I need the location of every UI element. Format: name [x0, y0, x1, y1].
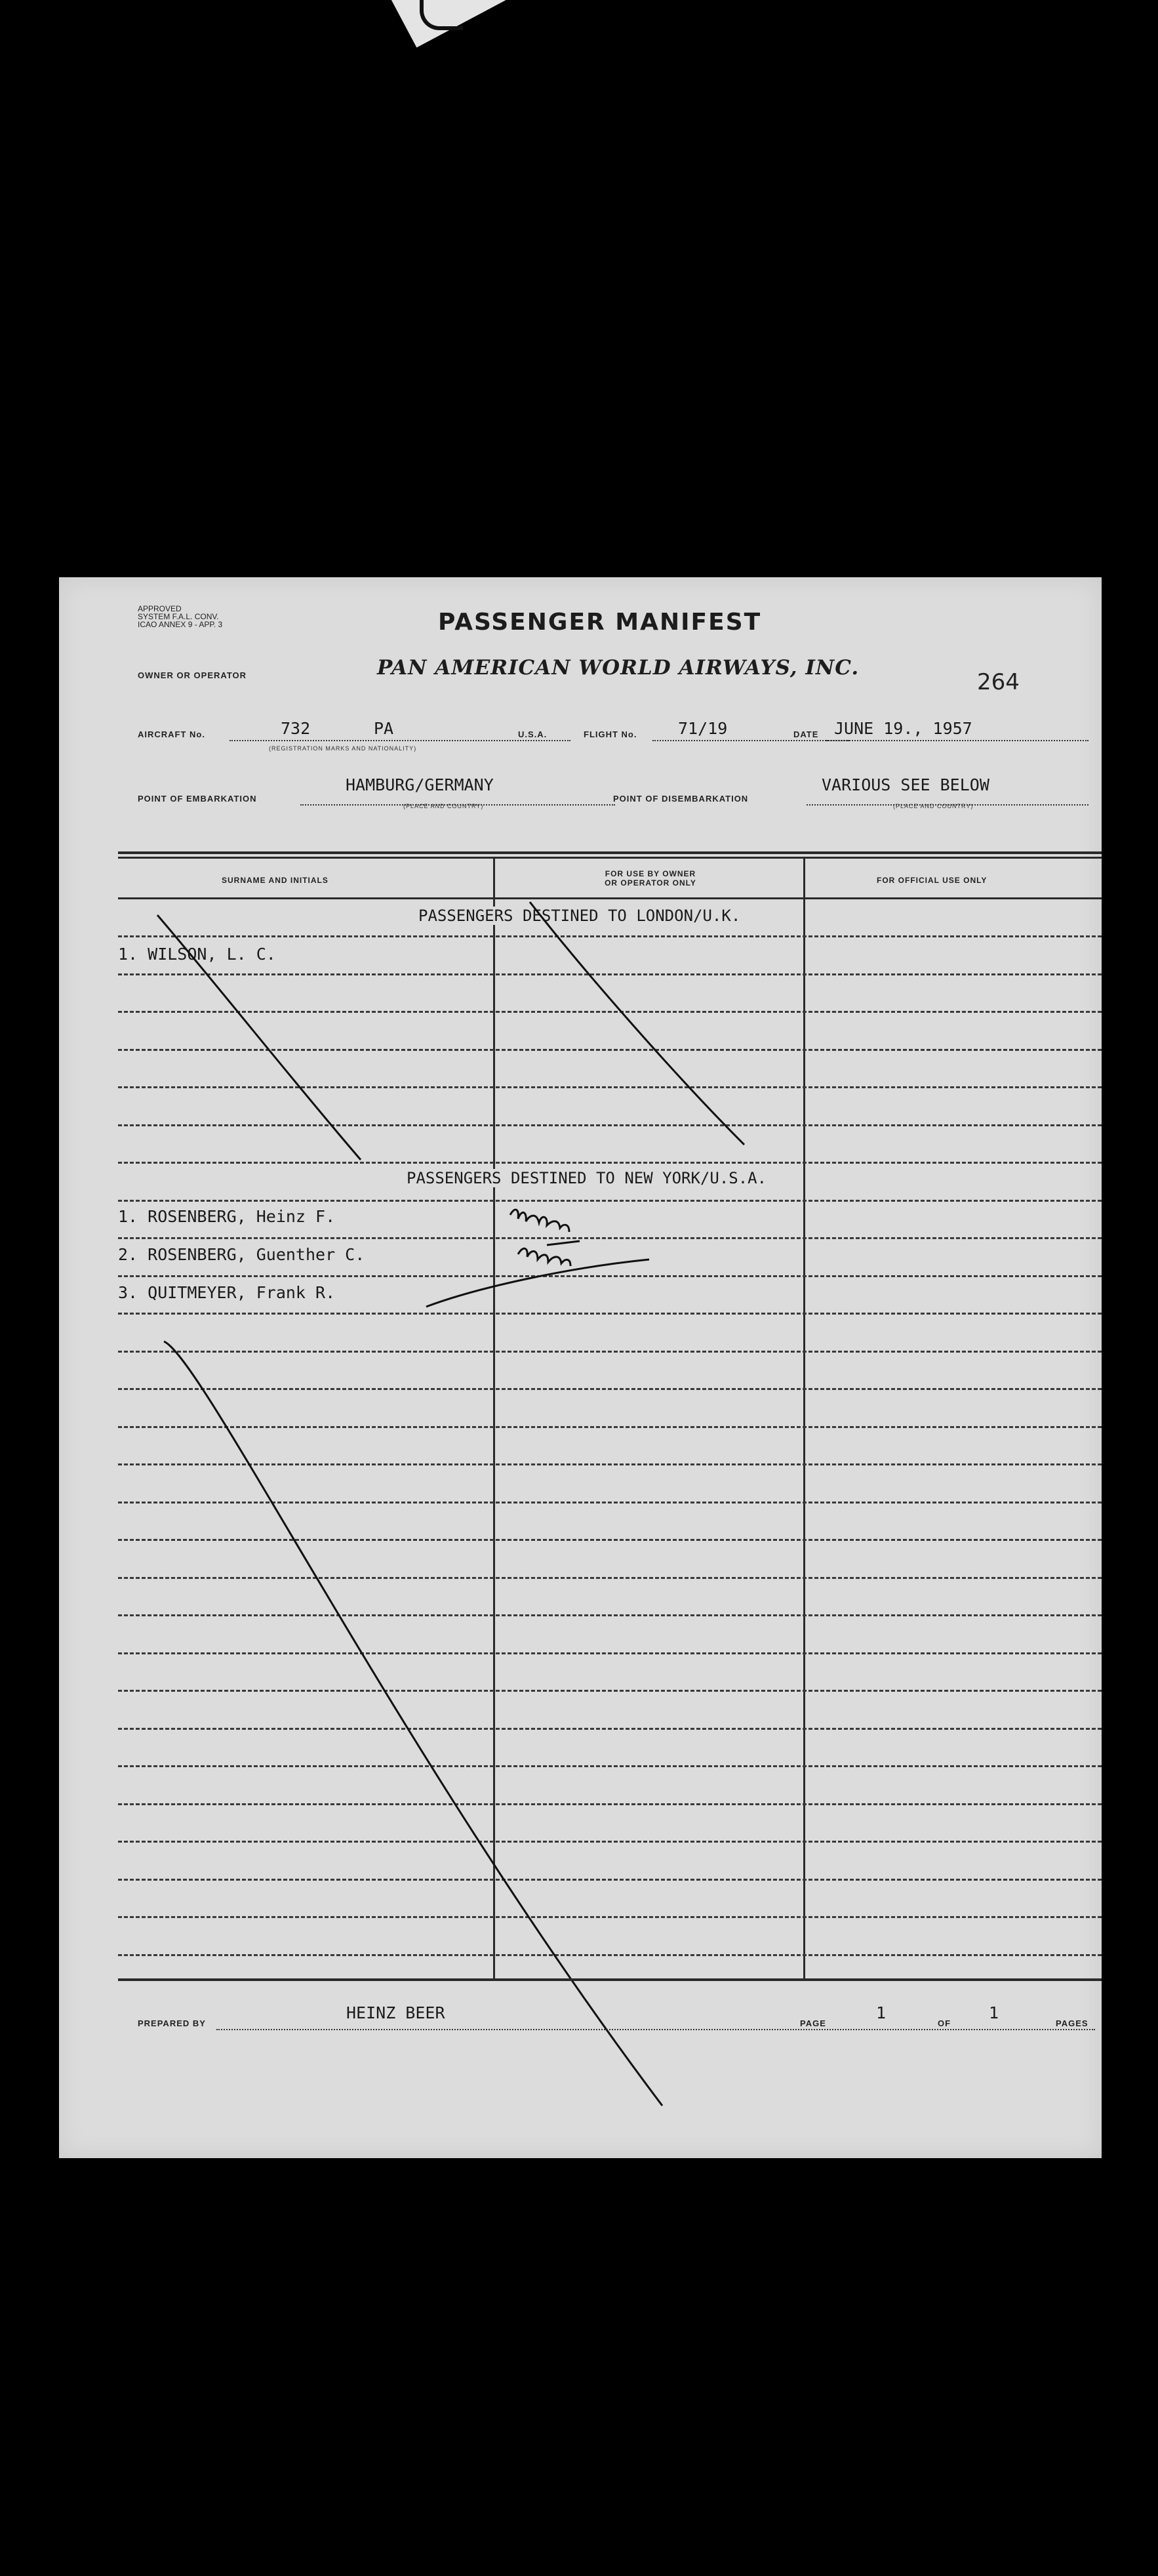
ruled-row-line [118, 1954, 1102, 1956]
date-value: JUNE 19., 1957 [834, 719, 972, 738]
ruled-row-line [118, 1388, 1102, 1390]
aircraft-fieldline [230, 740, 570, 741]
col1-header: SURNAME AND INITIALS [222, 876, 329, 885]
paper-tab [370, 0, 573, 47]
col3-header: FOR OFFICIAL USE ONLY [877, 876, 988, 885]
disembark-value: VARIOUS SEE BELOW [822, 775, 989, 794]
passenger-row: 1. ROSENBERG, Heinz F. [118, 1207, 336, 1226]
ruled-row-line [118, 973, 1102, 975]
col2-header-line1: FOR USE BY OWNER [605, 869, 696, 878]
passenger-row: 2. ROSENBERG, Guenther C. [118, 1245, 365, 1264]
page-label: PAGE [800, 2018, 826, 2028]
approval-line-1: APPROVED [138, 604, 182, 613]
of-label: OF [938, 2018, 951, 2028]
ruled-row-line [118, 935, 1102, 937]
aircraft-value: 732 [281, 719, 311, 738]
ruled-row-line [118, 1539, 1102, 1541]
table-bottom-rule [118, 1978, 1102, 1981]
col2-header-line2: OR OPERATOR ONLY [605, 878, 696, 888]
registration-caption: (REGISTRATION MARKS AND NATIONALITY) [269, 745, 417, 752]
page-stamp: 264 [977, 669, 1020, 695]
ruled-row-line [118, 1426, 1102, 1428]
manifest-sheet [59, 577, 1102, 2158]
owner-value: PAN AMERICAN WORLD AIRWAYS, INC. [377, 656, 860, 680]
ruled-row-line [118, 1916, 1102, 1918]
ruled-row-line [118, 1200, 1102, 1202]
ruled-row-line [118, 1728, 1102, 1730]
ruled-row-line [118, 1879, 1102, 1881]
aircraft-label: AIRCRAFT No. [138, 729, 205, 739]
ruled-row-line [118, 1237, 1102, 1239]
approval-line-3: ICAO ANNEX 9 - APP. 3 [138, 620, 223, 629]
table-top-rule-2 [118, 857, 1102, 859]
column-divider-1 [493, 858, 495, 1978]
footer-fieldline [216, 2029, 1095, 2030]
ruled-row-line [118, 1652, 1102, 1654]
disembark-label: POINT OF DISEMBARKATION [613, 794, 749, 804]
approval-block [138, 605, 222, 628]
prepared-value: HEINZ BEER [346, 2003, 445, 2022]
strike-line-london-col2 [530, 902, 744, 1145]
ruled-row-line [118, 1765, 1102, 1767]
signature-scrawl-1 [510, 1210, 569, 1232]
handwritten-marks [59, 577, 1102, 2158]
ruled-row-line [118, 1690, 1102, 1692]
ruled-row-line [118, 1803, 1102, 1805]
date-label: DATE [793, 729, 819, 739]
ruled-row-line [118, 1124, 1102, 1126]
section-heading-london: PASSENGERS DESTINED TO LONDON/U.K. [418, 907, 741, 925]
disembark-caption: (PLACE AND COUNTRY) [893, 803, 974, 809]
flight-label: FLIGHT No. [584, 729, 637, 739]
column-divider-2 [803, 858, 805, 1978]
ruled-row-line [118, 1011, 1102, 1013]
passenger-row: 3. QUITMEYER, Frank R. [118, 1283, 336, 1302]
ruled-row-line [118, 1463, 1102, 1465]
table-top-rule [118, 851, 1102, 854]
signature-scrawl-2 [426, 1241, 649, 1307]
ruled-row-line [118, 1049, 1102, 1051]
col2-header [578, 869, 723, 888]
passenger-row: 1. WILSON, L. C. [118, 945, 276, 964]
ruled-row-line [118, 1577, 1102, 1579]
owner-label: OWNER OR OPERATOR [138, 670, 247, 680]
tab-mark [420, 0, 463, 30]
of-value: 1 [989, 2003, 999, 2022]
ruled-row-line [118, 1162, 1102, 1164]
embark-value: HAMBURG/GERMANY [346, 775, 494, 794]
ruled-row-line [118, 1841, 1102, 1843]
strike-line-newyork [164, 1341, 662, 2106]
ruled-row-line [118, 1275, 1102, 1277]
ruled-row-line [118, 1086, 1102, 1088]
embark-label: POINT OF EMBARKATION [138, 794, 257, 804]
aircraft-suffix: PA [374, 719, 394, 738]
document-title: PASSENGER MANIFEST [438, 609, 762, 636]
date-fieldline [826, 740, 1088, 741]
ruled-row-line [118, 1313, 1102, 1315]
approval-line-2: SYSTEM F.A.L. CONV. [138, 612, 219, 621]
ruled-row-line [118, 1614, 1102, 1616]
pages-label: PAGES [1056, 2018, 1088, 2028]
embark-caption: (PLACE AND COUNTRY) [403, 803, 484, 809]
ruled-row-line [118, 1502, 1102, 1503]
prepared-label: PREPARED BY [138, 2018, 206, 2028]
header-bottom-rule [118, 897, 1102, 899]
page-value: 1 [876, 2003, 887, 2022]
ruled-row-line [118, 1351, 1102, 1353]
flight-fieldline [652, 740, 849, 741]
usa-label: U.S.A. [518, 729, 548, 739]
flight-value: 71/19 [678, 719, 728, 738]
section-heading-new-york: PASSENGERS DESTINED TO NEW YORK/U.S.A. [407, 1169, 767, 1187]
